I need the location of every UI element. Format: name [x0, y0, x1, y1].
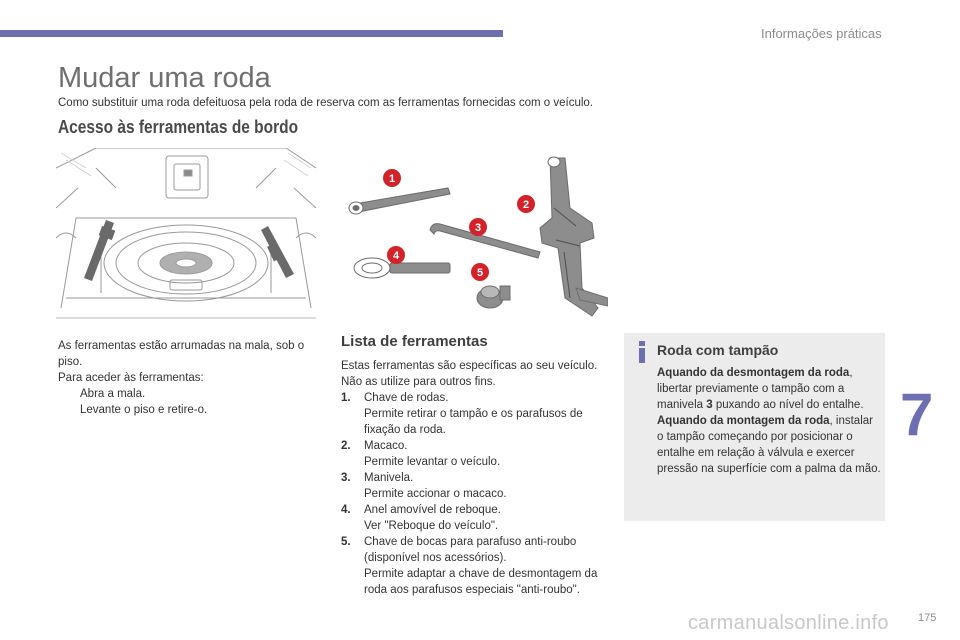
svg-text:4: 4	[392, 250, 400, 262]
info-text: puxando ao nível do entalhe.	[712, 399, 864, 411]
watermark: carmanualsonline.info	[688, 612, 889, 634]
info-bold-removal: Aquando da desmontagem da roda	[657, 367, 850, 379]
info-box-hubcap	[624, 333, 885, 521]
tool-item-desc: Ver "Reboque do veículo".	[364, 520, 499, 532]
tool-item-number: 1.	[341, 392, 351, 404]
tool-item-number: 4.	[341, 504, 351, 516]
tool-item-desc: (disponível nos acessórios).	[364, 552, 507, 564]
access-step	[58, 402, 328, 418]
tool-callout-3	[469, 218, 487, 236]
tools-list-section	[341, 334, 611, 598]
tool-item-desc: Permite accionar o macaco.	[364, 488, 507, 500]
access-step-text: Abra a mala.	[80, 388, 146, 400]
section-heading: Acesso às ferramentas de bordo	[58, 117, 299, 137]
page-subtitle: Como substituir uma roda defeituosa pela roda de reserva com as ferramentas fornecidas com o veículo.	[58, 97, 594, 109]
info-text: , libertar previamente o tampão com a manivela	[657, 367, 853, 411]
info-bold-fitting: Aquando da montagem da roda	[657, 415, 830, 427]
tool-item	[341, 470, 611, 502]
tool-item-number: 3.	[341, 472, 351, 484]
tool-item	[341, 534, 611, 598]
boot-spare-wheel-illustration	[56, 148, 316, 324]
tool-item-name: Macaco.	[364, 440, 408, 452]
access-paragraph-location: As ferramentas estão arrumadas na mala, sob o piso.	[58, 340, 305, 368]
info-box-title: Roda com tampão	[657, 342, 779, 358]
access-step-text: Levante o piso e retire-o.	[80, 404, 208, 416]
tools-list-title: Lista de ferramentas	[341, 333, 488, 350]
tool-item-name: Anel amovível de reboque.	[364, 504, 501, 516]
svg-text:3: 3	[474, 222, 482, 234]
tool-item-number: 5.	[341, 536, 351, 548]
tool-kit-illustration	[340, 148, 608, 324]
info-text: , instalar o tampão começando por posicionar o entalhe em relação à válvula e exercer pressão na superfície com a palma da mão.	[657, 415, 881, 475]
page-number: 175	[918, 612, 937, 624]
tool-item-desc: Permite adaptar a chave de desmontagem da roda aos parafusos especiais "anti-roubo".	[364, 568, 598, 596]
tool-callout-5	[471, 263, 489, 281]
chapter-number: 7	[900, 381, 934, 448]
tool-callout-1	[383, 169, 401, 187]
access-instructions	[58, 338, 328, 418]
tool-item-name: Manivela.	[364, 472, 414, 484]
tool-item-name: Chave de bocas para parafuso anti-roubo	[364, 536, 577, 548]
tool-item	[341, 390, 611, 438]
tool-item	[341, 438, 611, 470]
tool-item-desc: Permite levantar o veículo.	[364, 456, 501, 468]
tool-item-number: 2.	[341, 440, 351, 452]
tools-list-intro: Estas ferramentas são específicas ao seu veículo. Não as utilize para outros fins.	[341, 360, 598, 388]
svg-text:5: 5	[476, 267, 484, 279]
section-header: Informações práticas	[761, 26, 882, 41]
access-step	[58, 386, 328, 402]
tool-item-name: Chave de rodas.	[364, 392, 449, 404]
svg-text:1: 1	[388, 173, 396, 185]
tool-item-desc: Permite retirar o tampão e os parafusos de fixação da roda.	[364, 408, 583, 436]
tool-callout-4	[387, 246, 405, 264]
header-accent-bar	[0, 30, 503, 37]
svg-text:2: 2	[522, 199, 530, 211]
tool-callout-2	[517, 195, 535, 213]
tool-item	[341, 502, 611, 534]
info-bold-number: 3	[706, 399, 713, 411]
access-paragraph-intro: Para aceder às ferramentas:	[58, 372, 204, 384]
page-title: Mudar uma roda	[58, 62, 271, 94]
info-box-body	[657, 365, 882, 477]
info-icon	[634, 341, 650, 363]
